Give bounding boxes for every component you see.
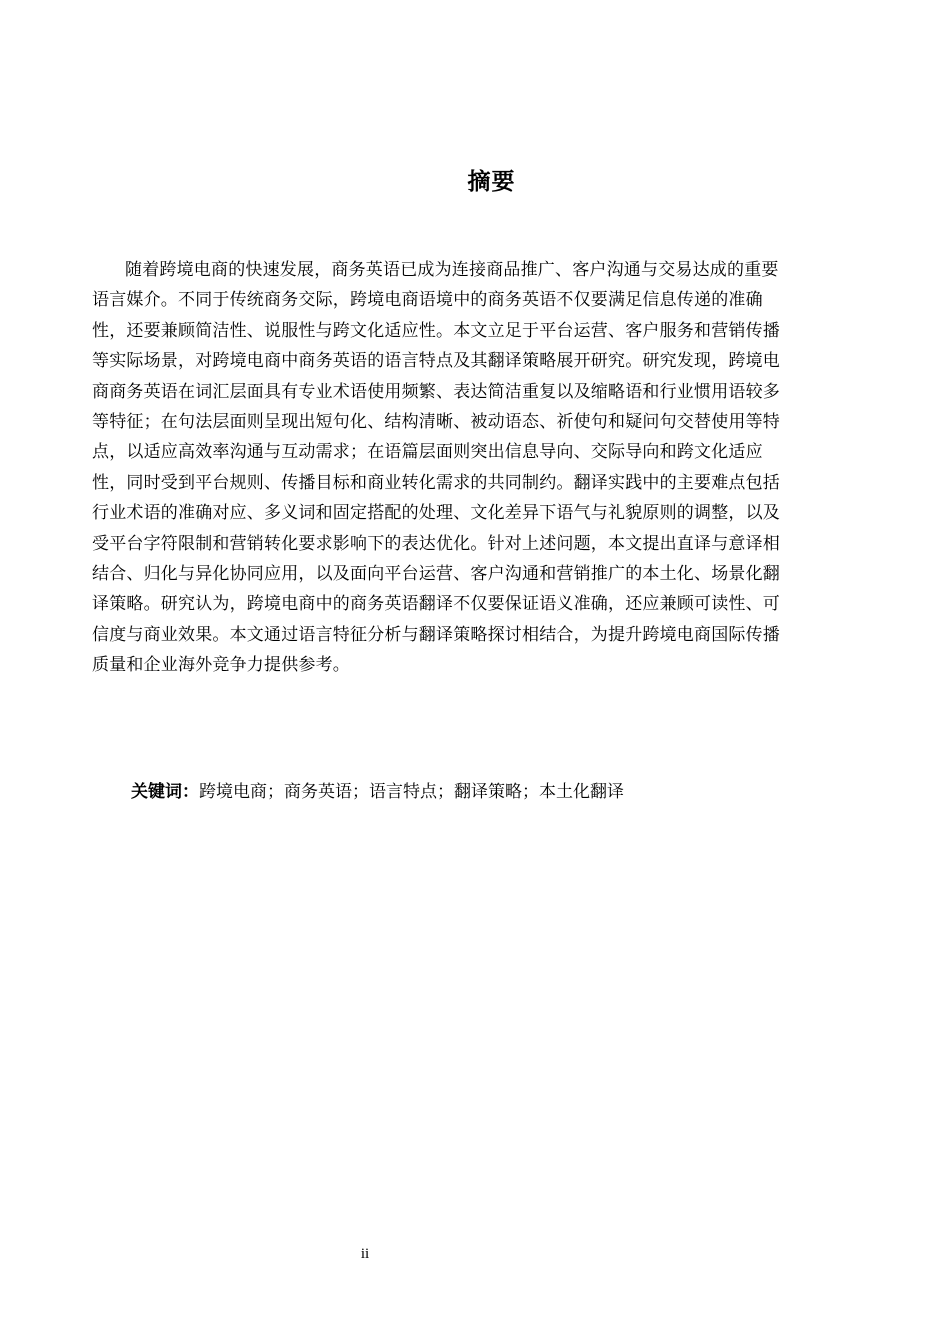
abstract-line: 性，还要兼顾简洁性、说服性与跨文化适应性。本文立足于平台运营、客户服务和营销传播 (92, 320, 780, 341)
keywords (131, 777, 624, 807)
abstract-line: 译策略。研究认为，跨境电商中的商务英语翻译不仅要保证语义准确，还应兼顾可读性、可 (92, 594, 780, 615)
abstract-line: 语言媒介。不同于传统商务交际，跨境电商语境中的商务英语不仅要满足信息传递的准确 (92, 290, 763, 311)
abstract-line: 点，以适应高效率沟通与互动需求；在语篇层面则突出信息导向、交际导向和跨文化适应 (92, 442, 763, 463)
page-title: 摘要 (467, 169, 516, 195)
abstract-line: 信度与商业效果。本文通过语言特征分析与翻译策略探讨相结合，为提升跨境电商国际传播 (92, 624, 780, 645)
abstract-body (92, 255, 862, 681)
abstract-line: 行业术语的准确对应、多义词和固定搭配的处理、文化差异下语气与礼貌原则的调整，以及 (92, 503, 780, 524)
abstract-line: 等特征；在句法层面则呈现出短句化、结构清晰、被动语态、祈使句和疑问句交替使用等特 (92, 412, 780, 433)
abstract-line: 等实际场景，对跨境电商中商务英语的语言特点及其翻译策略展开研究。研究发现，跨境电 (92, 351, 780, 372)
abstract-line: 质量和企业海外竞争力提供参考。 (92, 655, 350, 676)
abstract-line: 商商务英语在词汇层面具有专业术语使用频繁、表达简洁重复以及缩略语和行业惯用语较多 (92, 381, 780, 402)
keywords-label: 关键词： (131, 782, 199, 802)
keywords-text: 跨境电商；商务英语；语言特点；翻译策略；本土化翻译 (199, 782, 624, 802)
abstract-line: 性，同时受到平台规则、传播目标和商业转化需求的共同制约。翻译实践中的主要难点包括 (92, 472, 780, 493)
abstract-line: 结合、归化与异化协同应用，以及面向平台运营、客户沟通和营销推广的本土化、场景化翻 (92, 564, 780, 585)
abstract-line: 随着跨境电商的快速发展，商务英语已成为连接商品推广、客户沟通与交易达成的重要 (125, 260, 779, 280)
page-number: ii (360, 1246, 370, 1262)
abstract-line: 受平台字符限制和营销转化要求影响下的表达优化。针对上述问题，本文提出直译与意译相 (92, 533, 780, 554)
